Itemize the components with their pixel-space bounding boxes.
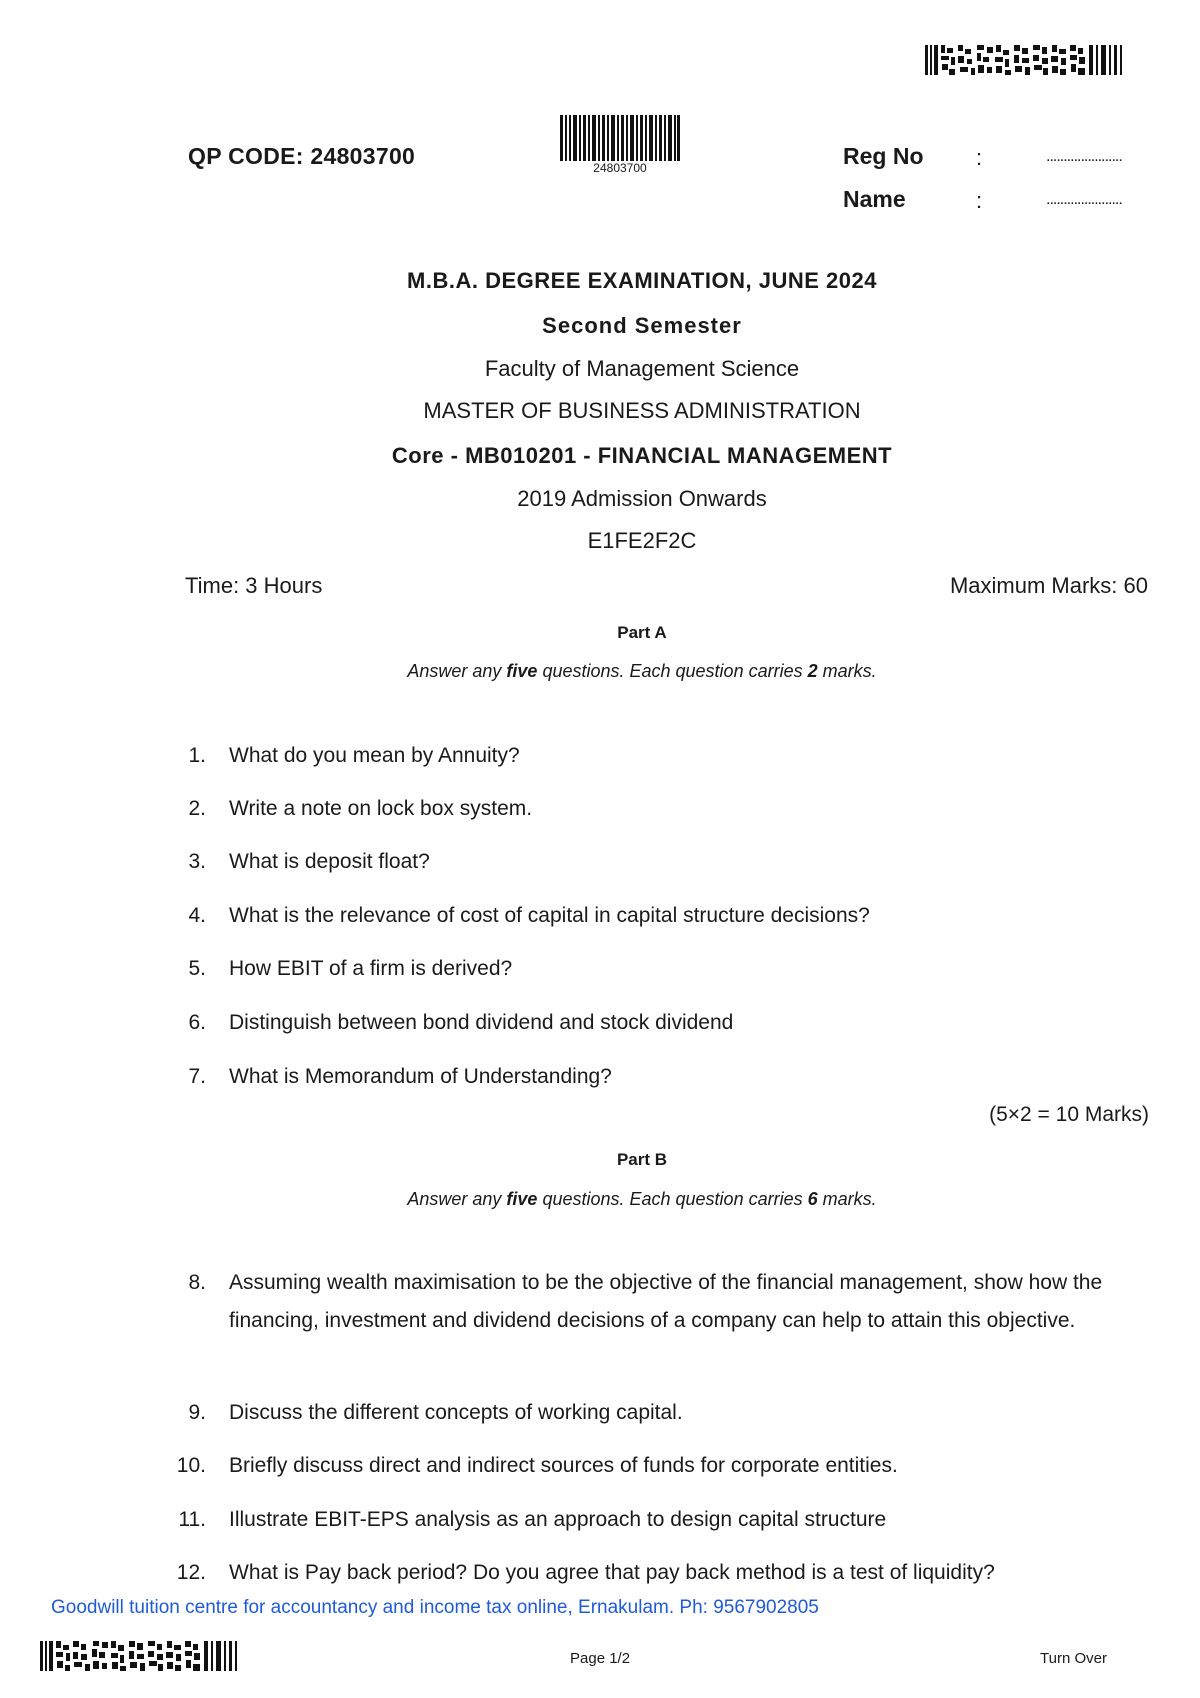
maximum-marks: Maximum Marks: 60 bbox=[949, 573, 1148, 598]
exam-title: M.B.A. DEGREE EXAMINATION, JUNE 2024 bbox=[407, 268, 877, 293]
part-b-instructions: Answer any five questions. Each question carries 6 marks. bbox=[407, 1189, 877, 1209]
turn-over: Turn Over bbox=[1040, 1650, 1107, 1667]
semester: Second Semester bbox=[542, 313, 742, 338]
page-number: Page 1/2 bbox=[570, 1650, 631, 1667]
question-number: 10. bbox=[176, 1454, 206, 1477]
paper-code: E1FE2F2C bbox=[587, 528, 697, 553]
name-blank: ...................... bbox=[1046, 191, 1122, 208]
question-text: Discuss the different concepts of working capital. bbox=[229, 1401, 683, 1424]
question-number: 7. bbox=[188, 1065, 206, 1088]
part-a-heading: Part A bbox=[617, 623, 667, 642]
part-a-instructions: Answer any five questions. Each question carries 2 marks. bbox=[407, 661, 877, 681]
question-text: Assuming wealth maximisation to be the objective of the financial management, show how the financing, investment and dividend decisions of a company can help to attain this objective. bbox=[229, 1271, 1103, 1332]
reg-no-blank: ...................... bbox=[1046, 148, 1122, 165]
question-number: 9. bbox=[188, 1401, 206, 1424]
question-text: Illustrate EBIT-EPS analysis as an approach to design capital structure bbox=[229, 1508, 887, 1531]
qp-barcode bbox=[560, 115, 680, 161]
question-number: 1. bbox=[188, 744, 206, 767]
course-title: Core - MB010201 - FINANCIAL MANAGEMENT bbox=[391, 443, 893, 468]
reg-no-colon: : bbox=[976, 145, 983, 170]
question-number: 4. bbox=[188, 904, 206, 927]
question-number: 12. bbox=[176, 1561, 206, 1584]
question-text: What is Pay back period? Do you agree that pay back method is a test of liquidity? bbox=[229, 1561, 995, 1584]
question-number: 6. bbox=[188, 1011, 206, 1034]
part-a-marks: (5×2 = 10 Marks) bbox=[989, 1103, 1149, 1126]
question-text: Write a note on lock box system. bbox=[229, 797, 533, 820]
question-number: 5. bbox=[188, 957, 206, 980]
question-text: How EBIT of a firm is derived? bbox=[229, 957, 513, 980]
qp-code: QP CODE: 24803700 bbox=[188, 143, 416, 169]
question-text: What is the relevance of cost of capital in capital structure decisions? bbox=[229, 904, 870, 927]
top-right-barcode bbox=[925, 45, 1130, 75]
question-text: What is deposit float? bbox=[229, 850, 430, 873]
bottom-left-barcode bbox=[40, 1641, 245, 1671]
name-label: Name bbox=[843, 186, 906, 212]
question-text: What is Memorandum of Understanding? bbox=[229, 1065, 612, 1088]
faculty: Faculty of Management Science bbox=[484, 356, 800, 381]
question-number: 2. bbox=[188, 797, 206, 820]
question-number: 3. bbox=[188, 850, 206, 873]
question-text: Briefly discuss direct and indirect sources of funds for corporate entities. bbox=[229, 1454, 898, 1477]
time-allowed: Time: 3 Hours bbox=[185, 573, 323, 598]
name-colon: : bbox=[976, 188, 983, 213]
program: MASTER OF BUSINESS ADMINISTRATION bbox=[423, 398, 861, 423]
question-number: 8. bbox=[188, 1271, 206, 1294]
question-text: What do you mean by Annuity? bbox=[229, 744, 520, 767]
reg-no-label: Reg No bbox=[843, 143, 924, 169]
admission: 2019 Admission Onwards bbox=[517, 486, 767, 511]
footer-note: Goodwill tuition centre for accountancy and income tax online, Ernakulam. Ph: 9567902805 bbox=[51, 1597, 819, 1618]
part-b-heading: Part B bbox=[616, 1150, 668, 1169]
question-text: Distinguish between bond dividend and stock dividend bbox=[229, 1011, 734, 1034]
barcode-number: 24803700 bbox=[593, 161, 647, 175]
question-number: 11. bbox=[178, 1508, 206, 1531]
